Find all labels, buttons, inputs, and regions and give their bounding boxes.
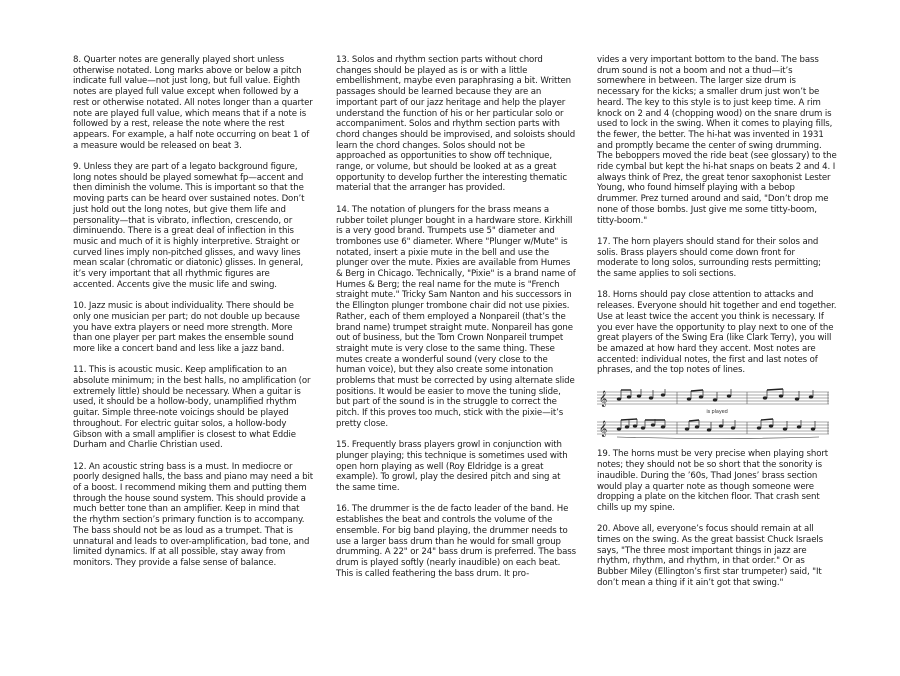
svg-text:𝄞: 𝄞 — [599, 390, 608, 407]
paragraph-18: 18. Horns should pay close attention to attacks and releases. Everyone should hit together and end together. Use at least twice the accent you think is necessary. If you ever have the opportunity to play next to one of the great players of the Swing Era (like Clark Terry), you will be amazed at how hard they accent. Most notes are accented: individual notes, the first and last notes of phrases, and the top notes of lines. — [597, 290, 837, 376]
column-1 — [73, 55, 313, 579]
paragraph-12: 12. An acoustic string bass is a must. In mediocre or poorly designed halls, the bass and piano may need a bit of a boost. I recommend miking them and putting them through the house sound system. This should provide a much better tone than an amplifier. Keep in mind that the rhythm section’s primary function is to accompany. The bass should not be as loud as a trumpet. That is unnatural and leads to over-amplification, bad tone, and limited dynamics. If at all possible, stay away from monitors. They provide a false sense of balance. — [73, 461, 313, 568]
paragraph-15: 15. Frequently brass players growl in conjunction with plunger playing; this technique is sometimes used with open horn playing as well (Roy Eldridge is a great example). To growl, play the desired pitch and sing at the same time. — [336, 440, 568, 494]
paragraph-9: 9. Unless they are part of a legato background figure, long notes should be played somewhat fp—accent and then diminish the volume. This is important so that the moving parts can be heard over sustained notes. Don’t just hold out the long notes, but give them life and personality—that is vibrato, inflection, crescendo, or diminuendo. There is a great deal of inflection in this music and much of it is highly interpretive. Straight or curved lines imply non-pitched glisses, and wavy lines mean scalar (chromatic or diatonic) glisses. In general, it’s very important that all rhythmic figures are accented. Accents give the music life and swing. — [73, 162, 305, 290]
paragraph-17: 17. The horn players should stand for their solos and solis. Brass players should come down front for moderate to long solos, surrounding rests permitting; the same applies to soli sections. — [597, 236, 821, 280]
paragraph-13: 13. Solos and rhythm section parts without chord changes should be played as is or with a little embellishment, maybe even paraphrasing a bit. Written passages should be learned because they are an important part of our jazz heritage and help the player understand the function of his or her particular solo or accompaniment. Solos and rhythm section parts with chord changes should be improvised, and soloists should learn the chord changes. Solos should not be approached as opportunities to show off technique, range, or volume, but should be looked at as a great opportunity to develop further the interesting thematic material that the arranger has provided. — [336, 55, 576, 194]
paragraph-16-continued: vides a very important bottom to the band. The bass drum sound is not a boom and not a thud—it’s somewhere in between. The larger size drum is necessary for the kicks; a smaller drum just won’t be heard. The key to this style is to just keep time. A rim knock on 2 and 4 (chopping wood) on the snare drum is used to lock in the swing. When it comes to playing fills, the fewer, the better. The hi-hat was invented in 1931 and promptly became the center of swing drumming. The beboppers moved the ride beat (see glossary) to the ride cymbal but kept the hi-hat snaps on beats 2 and 4. I always think of Prez, the great tenor saxophonist Lester Young, who found himself playing with a bebop drummer. Prez turned around and said, "Don’t drop me none of those bombs. Just give me some titty-boom, titty-boom." — [597, 55, 837, 226]
paragraph-11: 11. This is acoustic music. Keep amplification to an absolute minimum; in the best halls, no amplification (or extremely little) should be necessary. When a guitar is used, it should be a hollow-body, unamplified rhythm guitar. Simple three-note voicings should be played throughout. For electric guitar solos, a hollow-body Gibson with a small amplifier is closest to what Eddie Durham and Charlie Christian used. — [73, 365, 311, 451]
music-staff-played — [597, 417, 829, 439]
paragraph-16: 16. The drummer is the de facto leader of the band. He establishes the beat and controls the volume of the ensemble. For big band playing, the drummer needs to use a larger bass drum than he would for small group drumming. A 22" or 24" bass drum is preferred. The bass drum is played softly (nearly inaudible) on each beat. This is called feathering the bass drum. It pro- — [336, 504, 576, 579]
music-notation-example — [597, 387, 837, 440]
svg-text:𝄞: 𝄞 — [599, 421, 608, 438]
music-staff-written — [597, 387, 829, 409]
column-3 — [597, 55, 837, 599]
paragraph-10: 10. Jazz music is about individuality. There should be only one musician per part; do not double up because you have extra players or need more strength. More than one player per part makes the ensemble sound more like a concert band and less like a jazz band. — [73, 301, 300, 354]
paragraph-14: 14. The notation of plungers for the brass means a rubber toilet plunger bought in a hardware store. Kirkhill is a very good brand. Trumpets use 5" diameter and trombones use 6" diameter. Where "Plunger w/Mute" is notated, insert a pixie mute in the bell and use the plunger over the mute. Pixies are available from Humes & Berg in Chicago. Technically, "Pixie" is a brand name of Humes & Berg; the real name for the mute is "French straight mute." Tricky Sam Nanton and his successors in the Ellington plunger trombone chair did not use pixies. Rather, each of them employed a Nonpareil (that’s the brand name) trumpet straight mute. Nonpareil has gone out of business, but the Tom Crown Nonpareil trumpet straight mute is very close to the same thing. These mutes create a wonderful sound (very close to the human voice), but they also create some intonation problems that must be corrected by using alternate slide positions. It would be easier to move the tuning slide, but part of the sound is in the struggle to correct the pitch. If this proves too much, stick with the pixie—it’s pretty close. — [336, 204, 576, 429]
music-caption: is played — [706, 408, 728, 415]
paragraph-8: 8. Quarter notes are generally played short unless otherwise notated. Long marks above or below a pitch indicate full value—not just long, but full value. Eighth notes are played full value except when followed by a rest or otherwise notated. All notes longer than a quarter note are played full value, which means that if a note is followed by a rest, release the note where the rest appears. For example, a half note occurring on beat 1 of a measure would be released on beat 3. — [73, 55, 313, 151]
paragraph-20: 20. Above all, everyone’s focus should remain at all times on the swing. As the great bassist Chuck Israels says, "The three most important things in jazz are rhythm, rhythm, and rhythm, in that order." Or as Bubber Miley (Ellington’s first star trumpeter) said, "It don’t mean a thing if it ain’t got that swing." — [597, 524, 823, 588]
paragraph-19: 19. The horns must be very precise when playing short notes; they should not be so short that the sonority is inaudible. During the ’60s, Thad Jones’ brass section would play a quarter note as though someone were dropping a plate on the kitchen floor. That crash sent chills up my spine. — [597, 449, 829, 513]
column-2 — [336, 55, 576, 590]
